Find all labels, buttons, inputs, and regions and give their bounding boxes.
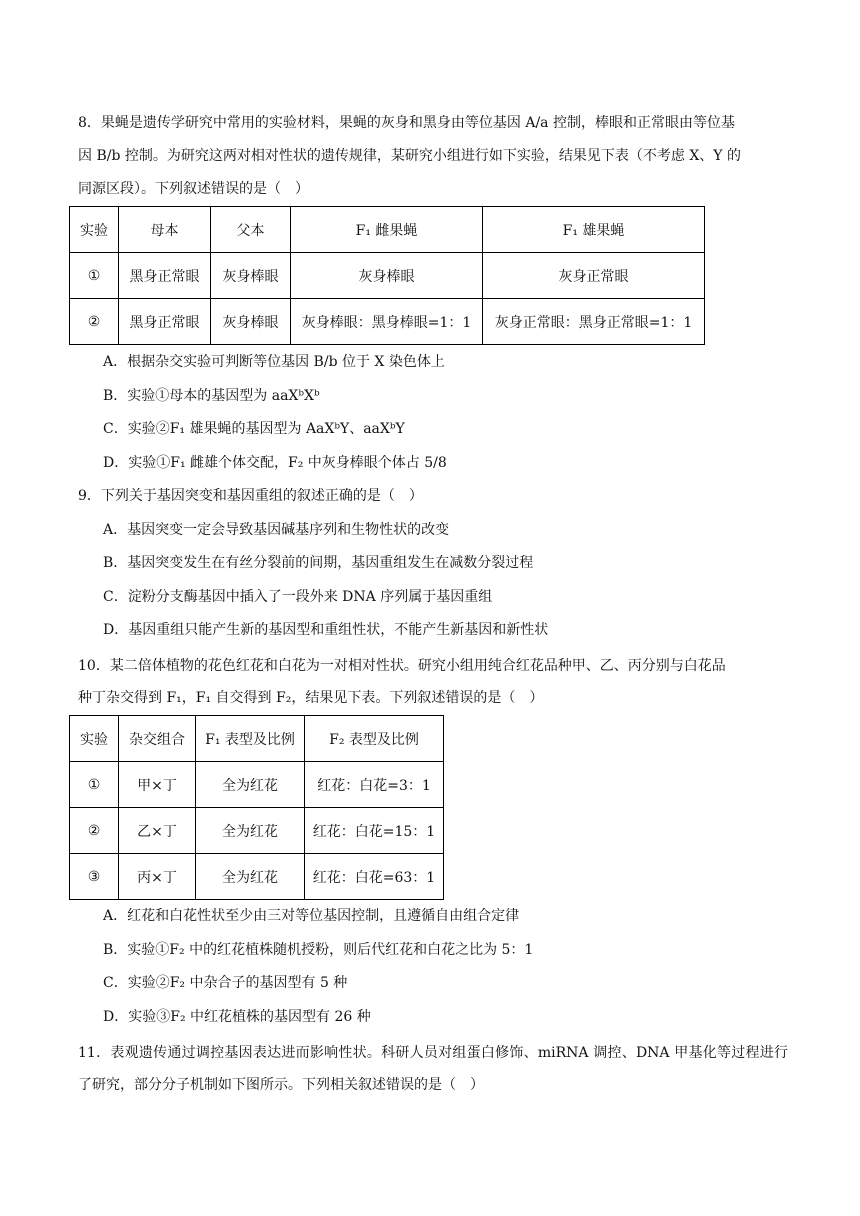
q10-table-header-cell: 杂交组合 [119, 716, 196, 762]
q10-table-cell: 甲×丁 [119, 762, 196, 808]
q10-stem-line-1: 10．某二倍体植物的花色红花和白花为一对相对性状。研究小组用纯合红花品种甲、乙、丙分别与白花品 [78, 658, 726, 674]
q8-stem-line-3: 同源区段）。下列叙述错误的是（ ） [78, 181, 309, 197]
q10-option-a: A．红花和白花性状至少由三对等位基因控制，且遵循自由组合定律 [103, 908, 520, 924]
q10-table-cell: ③ [70, 854, 119, 900]
q8-table-header-cell: 母本 [119, 207, 211, 253]
q8-table-row [70, 299, 705, 345]
q9-stem: 9．下列关于基因突变和基因重组的叙述正确的是（ ） [78, 488, 423, 504]
q10-table-cell: ① [70, 762, 119, 808]
q10-option-c: C．实验②F₂ 中杂合子的基因型有 5 种 [103, 975, 348, 991]
q10-table-cell: 红花：白花=3：1 [305, 762, 444, 808]
q8-table-cell: 灰身棒眼：黑身棒眼=1：1 [291, 299, 483, 345]
q10-table-cell: 红花：白花=63：1 [305, 854, 444, 900]
q8-table-cell: 灰身正常眼 [483, 253, 705, 299]
q8-table-cell: 灰身正常眼：黑身正常眼=1：1 [483, 299, 705, 345]
q9-option-a: A．基因突变一定会导致基因碱基序列和生物性状的改变 [103, 522, 450, 538]
q11-stem: 11．表观遗传通过调控基因表达进而影响性状。科研人员对组蛋白修饰、miRNA 调控、DNA 甲基化等过程进行了研究，部分分子机制如下图所示。下列相关叙述错误的是（ ） [78, 1045, 788, 1093]
q10-stem-line-2: 种丁杂交得到 F₁，F₁ 自交得到 F₂，结果见下表。下列叙述错误的是（ ） [78, 690, 544, 706]
q8-option-d: D．实验①F₁ 雌雄个体交配，F₂ 中灰身棒眼个体占 5/8 [103, 455, 447, 471]
q10-table-row [70, 762, 444, 808]
q8-table-cell: 黑身正常眼 [119, 299, 211, 345]
q10-table-header-row [70, 716, 444, 762]
q10-table-header-cell: 实验 [70, 716, 119, 762]
q8-table-header-cell: 实验 [70, 207, 119, 253]
q10-table-cell: 全为红花 [196, 808, 305, 854]
q8-table-cell: 灰身棒眼 [211, 253, 291, 299]
q10-table-cell: 乙×丁 [119, 808, 196, 854]
q8-stem-line-1: 8．果蝇是遗传学研究中常用的实验材料，果蝇的灰身和黑身由等位基因 A/a 控制，棒眼和正常眼由等位基 [78, 115, 735, 131]
q8-table [69, 206, 705, 345]
q8-stem-line-2: 因 B/b 控制。为研究这两对相对性状的遗传规律，某研究小组进行如下实验，结果见下表（不考虑 X、Y 的 [78, 148, 741, 164]
q8-table-cell: 灰身棒眼 [211, 299, 291, 345]
q9-option-d: D．基因重组只能产生新的基因型和重组性状，不能产生新基因和新性状 [103, 622, 549, 638]
q10-table-cell: ② [70, 808, 119, 854]
q10-option-d: D．实验③F₂ 中红花植株的基因型有 26 种 [103, 1009, 371, 1025]
q8-table-cell: 灰身棒眼 [291, 253, 483, 299]
q10-table-cell: 全为红花 [196, 762, 305, 808]
q8-option-b: B．实验①母本的基因型为 aaXᵇXᵇ [103, 388, 320, 404]
q8-table-header-cell: F₁ 雄果蝇 [483, 207, 705, 253]
q9-option-b: B．基因突变发生在有丝分裂前的间期，基因重组发生在减数分裂过程 [103, 555, 534, 571]
q10-option-b: B．实验①F₂ 中的红花植株随机授粉，则后代红花和白花之比为 5：1 [103, 942, 534, 958]
q10-table-header-cell: F₂ 表型及比例 [305, 716, 444, 762]
q8-option-c: C．实验②F₁ 雄果蝇的基因型为 AaXᵇY、aaXᵇY [103, 421, 405, 437]
q10-table-row [70, 808, 444, 854]
q10-table-cell: 红花：白花=15：1 [305, 808, 444, 854]
q8-table-header-cell: 父本 [211, 207, 291, 253]
q8-table-cell: ① [70, 253, 119, 299]
q8-table-cell: ② [70, 299, 119, 345]
q10-table [69, 715, 444, 900]
q10-table-row [70, 854, 444, 900]
q8-table-header-cell: F₁ 雌果蝇 [291, 207, 483, 253]
q8-table-cell: 黑身正常眼 [119, 253, 211, 299]
q8-option-a: A．根据杂交实验可判断等位基因 B/b 位于 X 染色体上 [103, 354, 445, 370]
q10-table-cell: 全为红花 [196, 854, 305, 900]
q10-table-cell: 丙×丁 [119, 854, 196, 900]
q8-table-header-row [70, 207, 705, 253]
q10-table-header-cell: F₁ 表型及比例 [196, 716, 305, 762]
q9-option-c: C．淀粉分支酶基因中插入了一段外来 DNA 序列属于基因重组 [103, 589, 493, 605]
q8-table-row [70, 253, 705, 299]
